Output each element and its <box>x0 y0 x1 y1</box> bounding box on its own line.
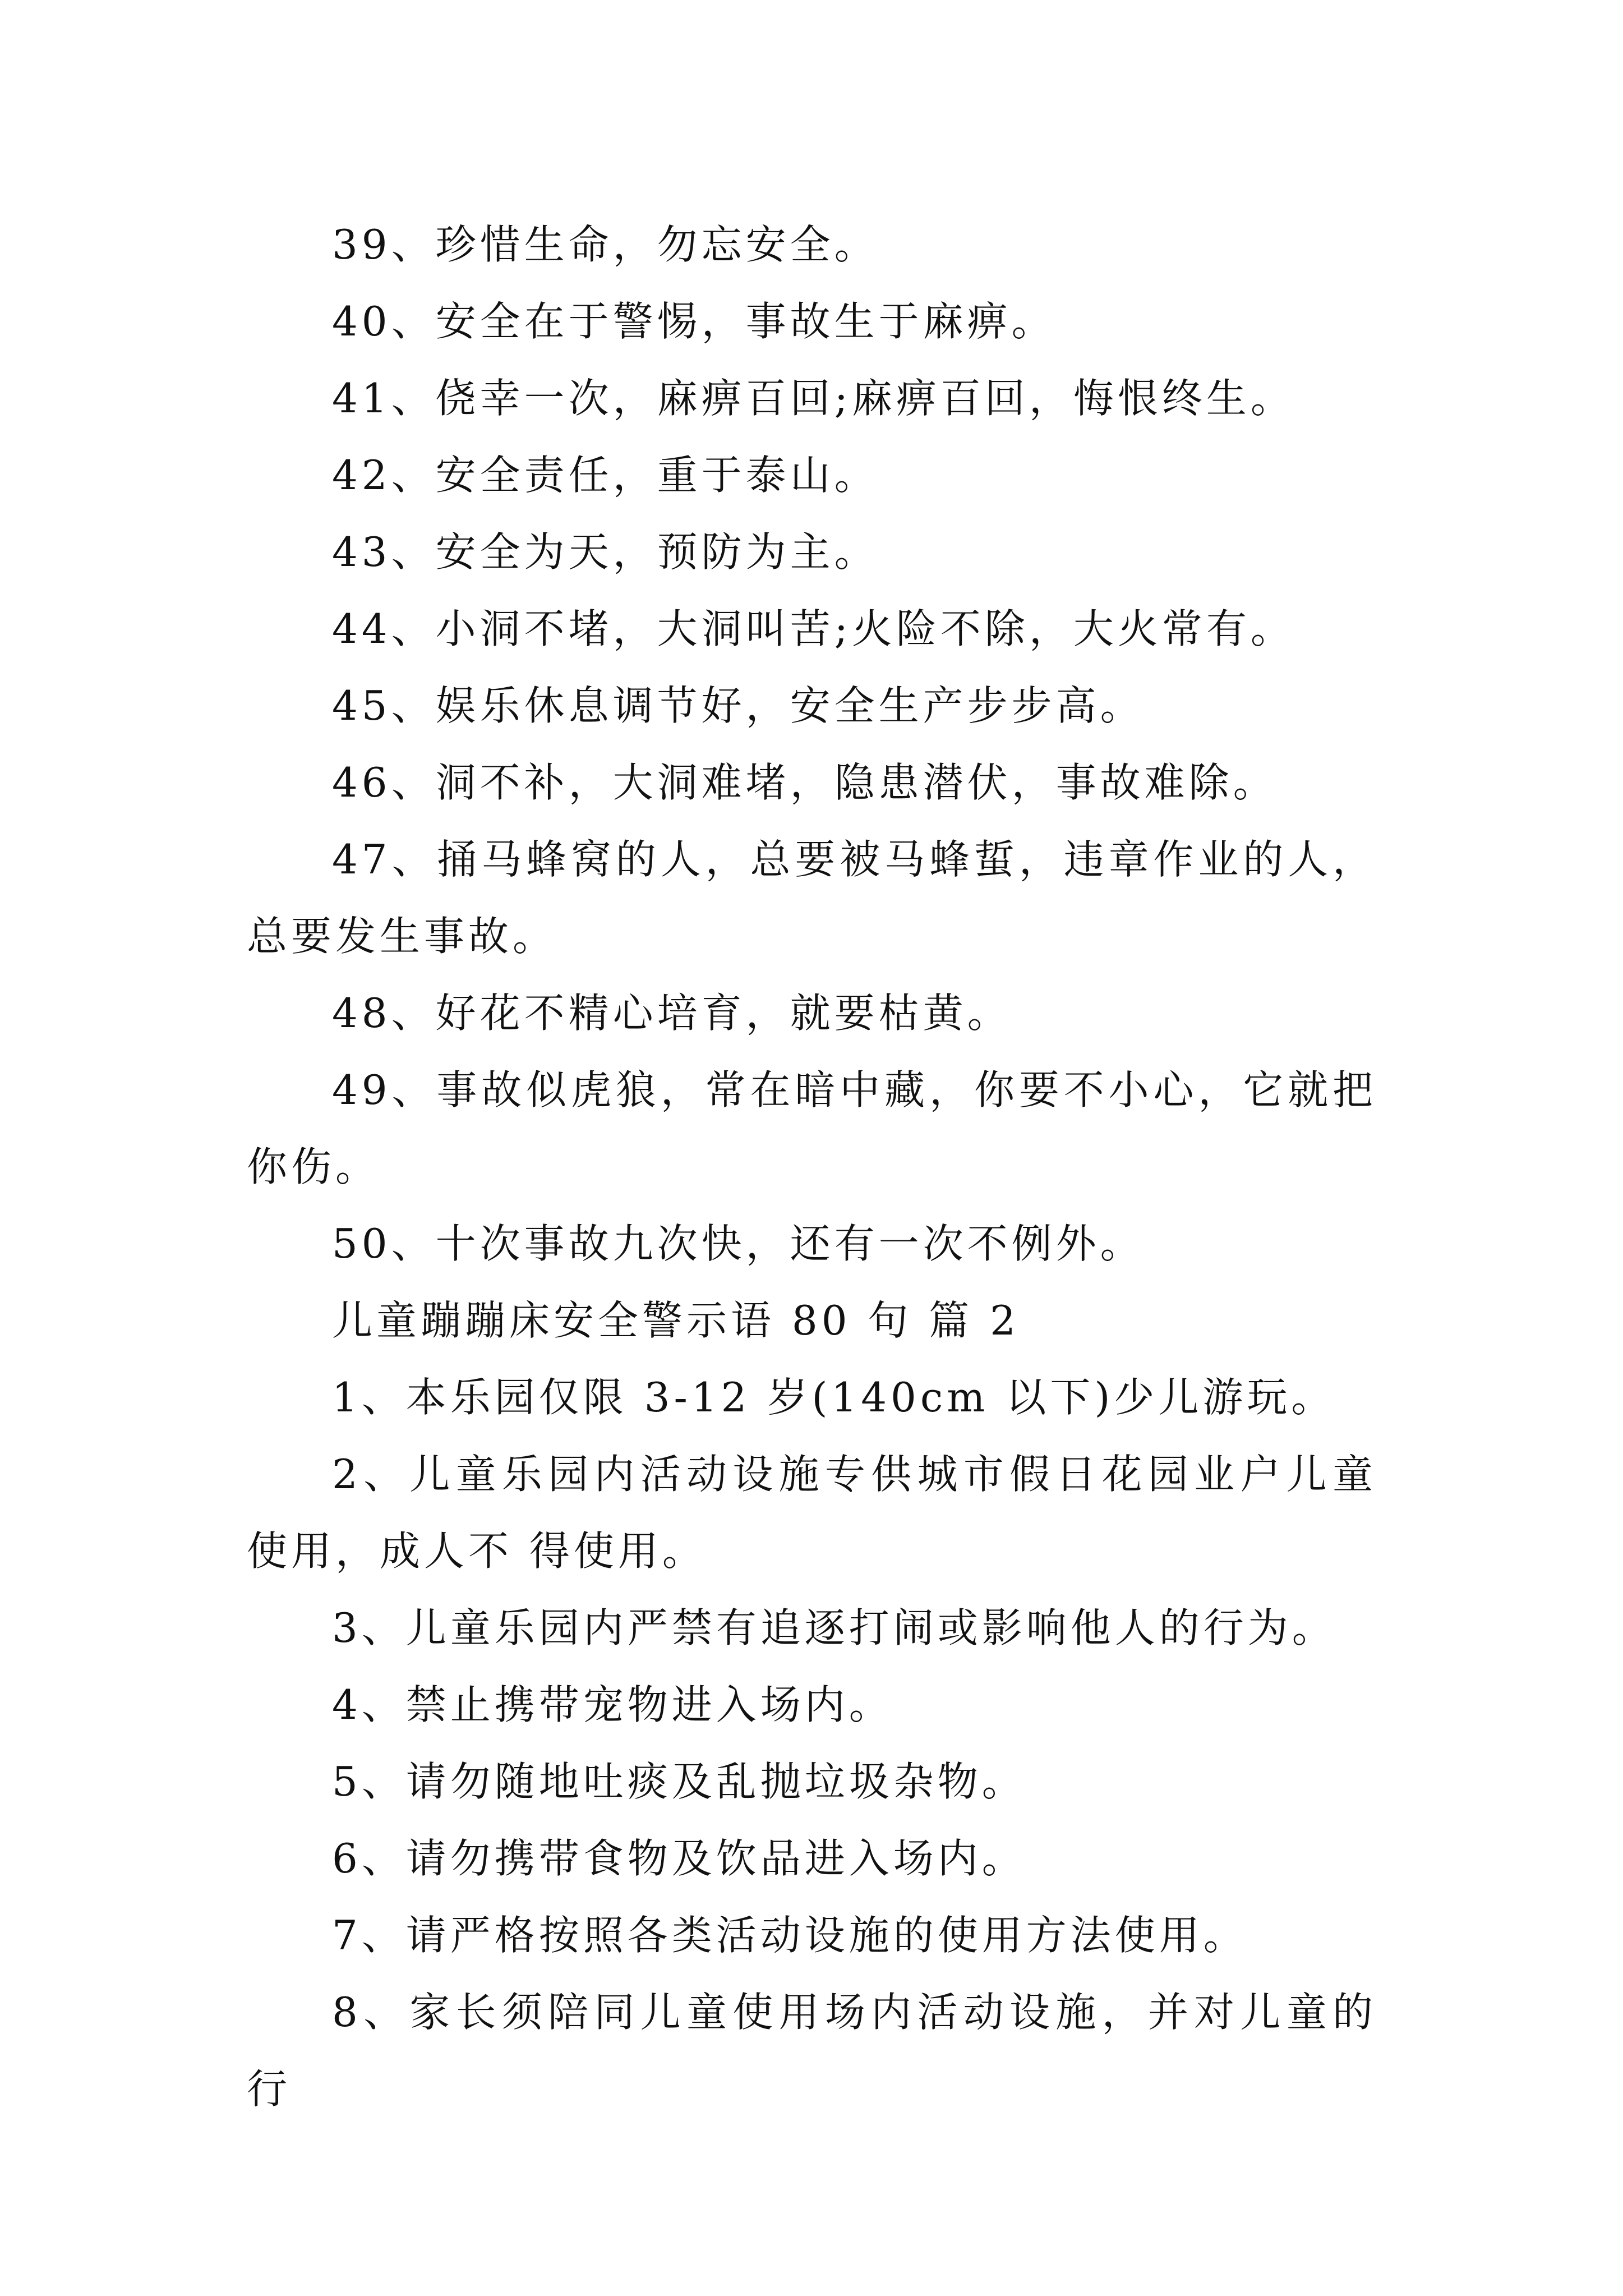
rule-item-1: 1、本乐园仅限 3-12 岁(140cm 以下)少儿游玩。 <box>332 1374 1336 1421</box>
rule-item-3: 3、儿童乐园内严禁有追逐打闹或影响他人的行为。 <box>332 1604 1336 1651</box>
paragraph-item-41: 41、侥幸一次，麻痹百回;麻痹百回，悔恨终生。 <box>332 375 1295 422</box>
rule-item-2: 2、儿童乐园内活动设施专供城市假日花园业户儿童使用，成人不 得使用。 <box>247 1451 1377 1575</box>
paragraph-item-42: 42、安全责任，重于泰山。 <box>332 452 879 499</box>
paragraph-item-46: 46、洞不补，大洞难堵，隐患潜伏，事故难除。 <box>332 759 1278 806</box>
rule-item-8: 8、家长须陪同儿童使用场内活动设施，并对儿童的行 <box>247 1989 1377 2113</box>
rule-item-6: 6、请勿携带食物及饮品进入场内。 <box>332 1835 1026 1882</box>
rule-item-7: 7、请严格按照各类活动设施的使用方法使用。 <box>332 1912 1248 1959</box>
paragraph-item-50: 50、十次事故九次快，还有一次不例外。 <box>332 1220 1145 1267</box>
rule-item-5: 5、请勿随地吐痰及乱抛垃圾杂物。 <box>332 1758 1026 1805</box>
paragraph-item-48: 48、好花不精心培育，就要枯黄。 <box>332 990 1012 1037</box>
paragraph-item-39: 39、珍惜生命，勿忘安全。 <box>332 221 879 268</box>
paragraph-item-49: 49、事故似虎狼，常在暗中藏，你要不小心，它就把你伤。 <box>247 1066 1377 1190</box>
section-heading: 儿童蹦蹦床安全警示语 80 句 篇 2 <box>332 1297 1020 1344</box>
paragraph-item-45: 45、娱乐休息调节好，安全生产步步高。 <box>332 682 1145 729</box>
rule-item-4: 4、禁止携带宠物进入场内。 <box>332 1681 893 1728</box>
paragraph-item-47: 47、捅马蜂窝的人，总要被马蜂蜇，违章作业的人，总要发生事故。 <box>247 836 1377 960</box>
paragraph-item-44: 44、小洞不堵，大洞叫苦;火险不除，大火常有。 <box>332 605 1295 652</box>
document-body <box>247 206 1377 2128</box>
paragraph-item-43: 43、安全为天，预防为主。 <box>332 528 879 576</box>
paragraph-item-40: 40、安全在于警惕，事故生于麻痹。 <box>332 298 1056 345</box>
